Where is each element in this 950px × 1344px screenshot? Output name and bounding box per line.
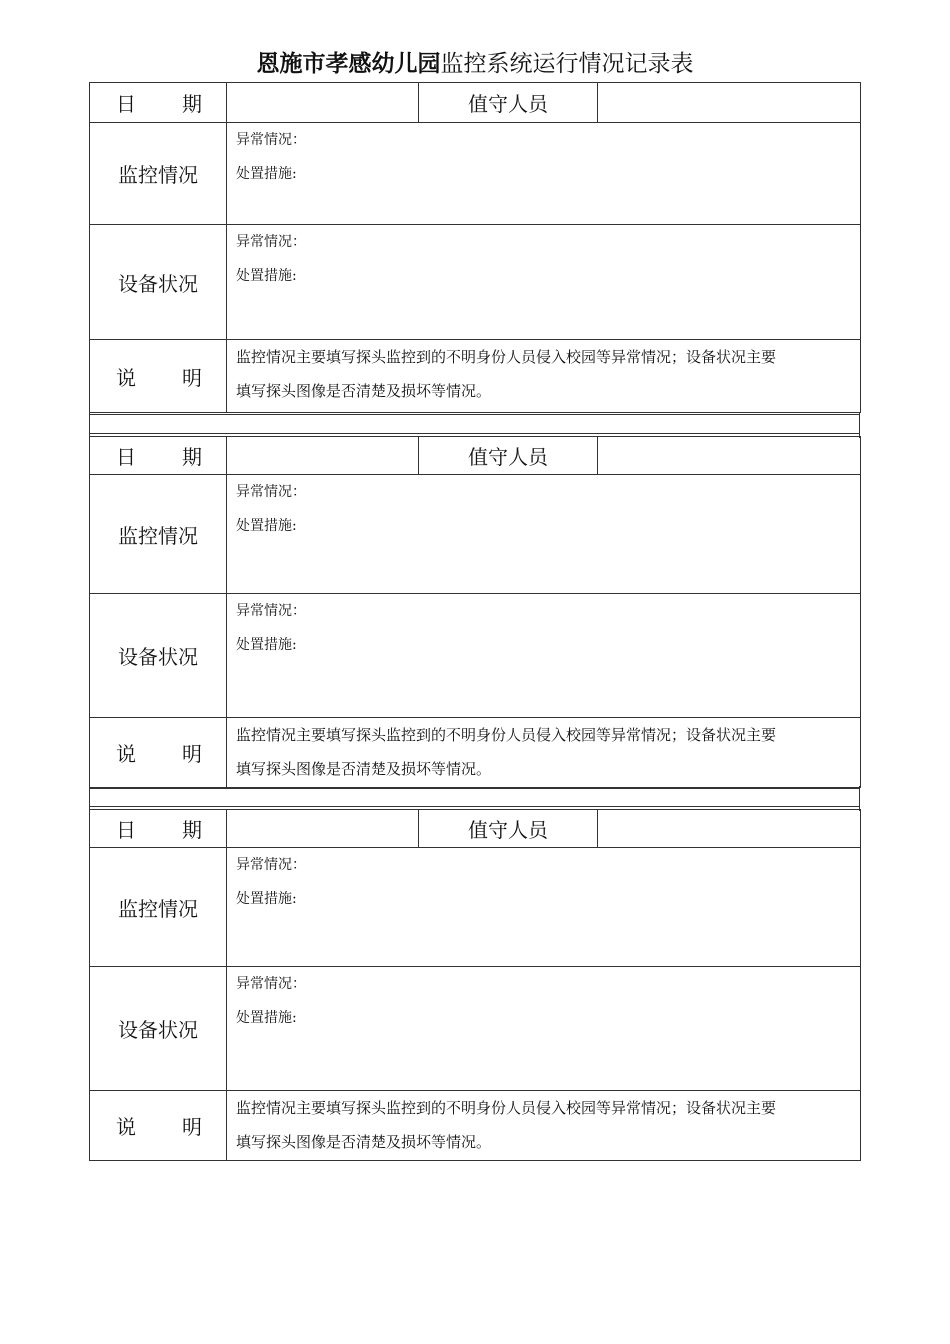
- abnormal-label: 异常情况：: [236, 976, 306, 992]
- monitor-content-cell[interactable]: [227, 475, 861, 594]
- page-title: [0, 46, 950, 82]
- note-line-1: 监控情况主要填写探头监控到的不明身份人员侵入校园等异常情况；设备状况主要: [236, 348, 777, 366]
- duty-input-cell[interactable]: [598, 83, 861, 123]
- date-label-left: 日: [116, 92, 136, 116]
- date-input-cell[interactable]: [227, 810, 419, 848]
- note-line-2: 填写探头图像是否清楚及损坏等情况。: [236, 1133, 492, 1151]
- note-label-left: 说: [116, 365, 136, 390]
- equipment-content-cell[interactable]: [227, 594, 861, 718]
- equipment-content-cell[interactable]: [227, 967, 861, 1091]
- abnormal-label: 异常情况：: [236, 484, 306, 500]
- date-label-cell: [90, 83, 227, 123]
- monitor-label: 监控情况: [90, 848, 227, 967]
- note-label-cell: [90, 718, 227, 788]
- block-separator: [89, 412, 860, 438]
- abnormal-label: 异常情况：: [236, 234, 306, 250]
- duty-label: 值守人员: [419, 437, 598, 475]
- note-label-cell: [90, 1091, 227, 1161]
- monitor-content-cell[interactable]: [227, 848, 861, 967]
- equipment-label: 设备状况: [90, 967, 227, 1091]
- equipment-label: 设备状况: [90, 594, 227, 718]
- date-label-left: 日: [116, 445, 136, 469]
- date-input-cell[interactable]: [227, 83, 419, 123]
- abnormal-label: 异常情况：: [236, 132, 306, 148]
- monitor-label: 监控情况: [90, 475, 227, 594]
- note-content-cell: [227, 1091, 861, 1161]
- note-label-left: 说: [116, 742, 136, 766]
- measure-label: 处置措施:: [236, 166, 297, 182]
- note-content-cell: [227, 718, 861, 788]
- date-label-left: 日: [116, 818, 136, 842]
- measure-label: 处置措施:: [236, 1010, 297, 1026]
- monitor-content-cell[interactable]: [227, 123, 861, 225]
- equipment-label: 设备状况: [90, 225, 227, 340]
- note-line-2: 填写探头图像是否清楚及损坏等情况。: [236, 382, 492, 400]
- abnormal-label: 异常情况：: [236, 857, 306, 873]
- note-line-2: 填写探头图像是否清楚及损坏等情况。: [236, 760, 492, 778]
- duty-input-cell[interactable]: [598, 810, 861, 848]
- date-label-right: 期: [182, 818, 202, 842]
- measure-label: 处置措施:: [236, 518, 297, 534]
- note-label-right: 明: [182, 742, 202, 766]
- equipment-content-cell[interactable]: [227, 225, 861, 340]
- date-label-right: 期: [182, 92, 202, 116]
- note-label-right: 明: [182, 1115, 202, 1139]
- note-line-1: 监控情况主要填写探头监控到的不明身份人员侵入校园等异常情况；设备状况主要: [236, 1099, 777, 1117]
- block-separator: [89, 786, 860, 811]
- date-label-cell: [90, 437, 227, 475]
- note-line-1: 监控情况主要填写探头监控到的不明身份人员侵入校园等异常情况；设备状况主要: [236, 726, 777, 744]
- record-block-1: [89, 82, 860, 413]
- note-content-cell: [227, 340, 861, 413]
- measure-label: 处置措施:: [236, 891, 297, 907]
- date-label-right: 期: [182, 445, 202, 469]
- date-label-cell: [90, 810, 227, 848]
- note-label-left: 说: [116, 1115, 136, 1139]
- measure-label: 处置措施:: [236, 268, 297, 284]
- note-label-cell: [90, 340, 227, 413]
- monitor-label: 监控情况: [90, 123, 227, 225]
- duty-label: 值守人员: [419, 83, 598, 123]
- duty-input-cell[interactable]: [598, 437, 861, 475]
- record-block-2: [89, 436, 860, 788]
- abnormal-label: 异常情况：: [236, 603, 306, 619]
- date-input-cell[interactable]: [227, 437, 419, 475]
- title-school: 恩施市孝感幼儿园: [256, 51, 441, 77]
- measure-label: 处置措施:: [236, 637, 297, 653]
- note-label-right: 明: [182, 365, 202, 390]
- title-form: 监控系统运行情况记录表: [440, 51, 694, 77]
- record-block-3: [89, 809, 860, 1161]
- duty-label: 值守人员: [419, 810, 598, 848]
